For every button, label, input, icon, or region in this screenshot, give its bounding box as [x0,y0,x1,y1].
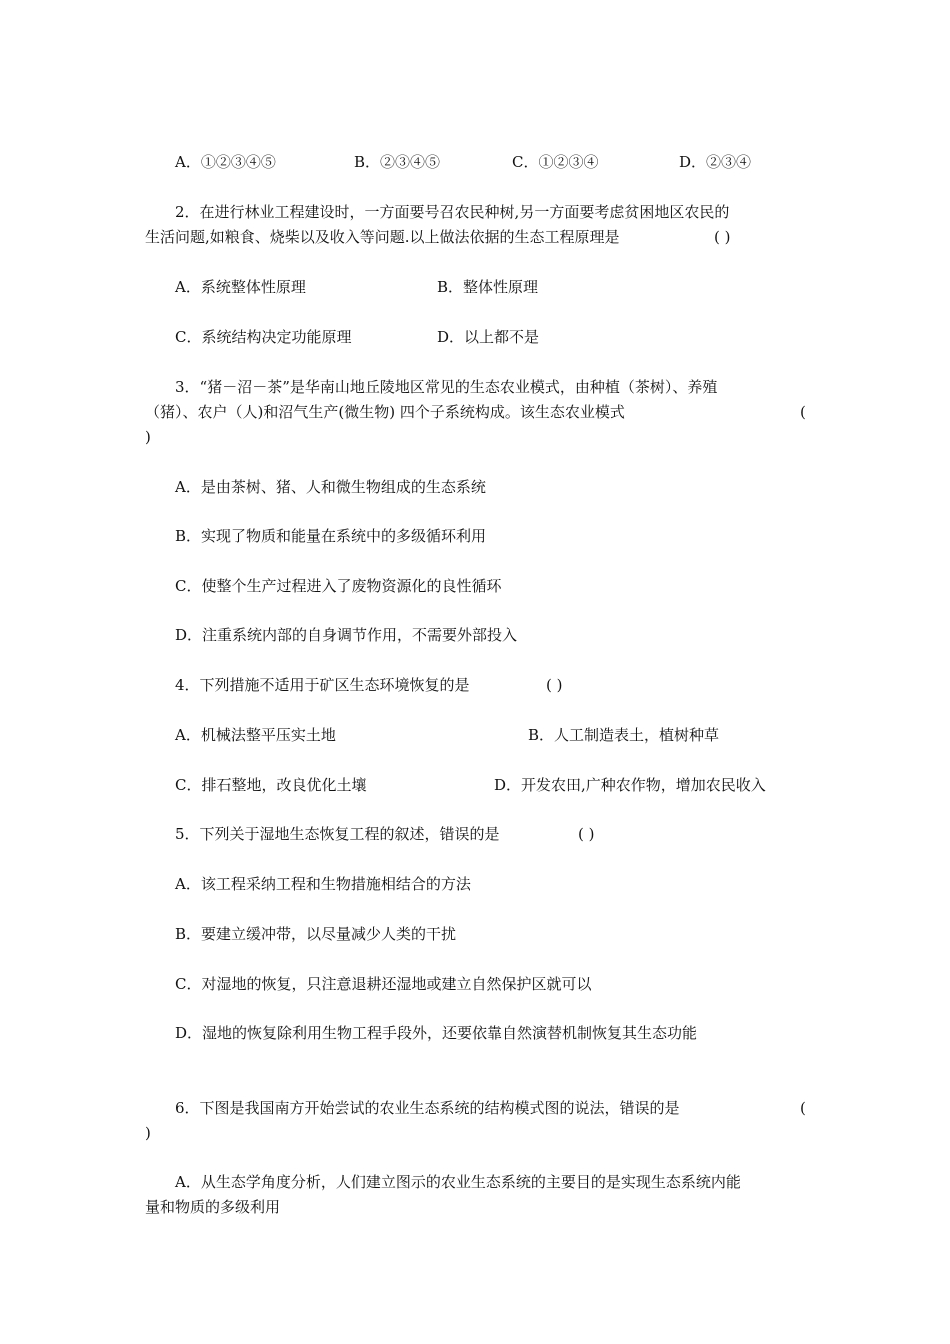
q6-answer-paren-open: ( [800,1099,806,1117]
q3-stem-line1: 3．“猪－沼－茶”是华南山地丘陵地区常见的生态农业模式，由种植（茶树）、养殖 [175,378,718,396]
q4-option-b: B．人工制造表土，植树种草 [528,726,720,744]
q5-option-b: B．要建立缓冲带，以尽量减少人类的干扰 [175,925,457,943]
q2-option-a: A．系统整体性原理 [175,278,306,296]
q1-option-d: D．②③④ [679,153,752,171]
q1-option-a: A．①②③④⑤ [175,153,276,171]
q2-option-d: D．以上都不是 [437,328,540,346]
q3-answer-paren-close: ) [145,428,151,446]
q3-stem-line2: （猪）、农户（人)和沼气生产(微生物) 四个子系统构成。该生态农业模式 [145,403,625,421]
q5-option-c: C．对湿地的恢复，只注意退耕还湿地或建立自然保护区就可以 [175,975,592,993]
q6-option-a-line1: A．从生态学角度分析，人们建立图示的农业生态系统的主要目的是实现生态系统内能 [175,1173,741,1191]
q2-option-b: B．整体性原理 [437,278,539,296]
q5-stem: 5．下列关于湿地生态恢复工程的叙述，错误的是 [175,825,500,843]
q4-stem: 4．下列措施不适用于矿区生态环境恢复的是 [175,676,470,694]
q5-option-a: A．该工程采纳工程和生物措施相结合的方法 [175,875,471,893]
q3-option-c: C．使整个生产过程进入了废物资源化的良性循环 [175,577,502,595]
q4-option-c: C．排石整地，改良优化土壤 [175,776,367,794]
q4-answer-paren: ( ) [546,676,563,694]
q4-option-a: A．机械法整平压实土地 [175,726,336,744]
q6-stem: 6．下图是我国南方开始尝试的农业生态系统的结构模式图的说法，错误的是 [175,1099,680,1117]
q1-option-c: C．①②③④ [512,153,599,171]
q5-option-d: D．湿地的恢复除利用生物工程手段外，还要依靠自然演替机制恢复其生态功能 [175,1024,698,1042]
q3-option-b: B．实现了物质和能量在系统中的多级循环利用 [175,527,487,545]
q5-answer-paren: ( ) [578,825,595,843]
q1-option-b: B．②③④⑤ [354,153,441,171]
q6-answer-paren-close: ) [145,1124,151,1142]
q4-option-d: D．开发农田,广种农作物，增加农民收入 [494,776,766,794]
q2-option-c: C．系统结构决定功能原理 [175,328,352,346]
q2-answer-paren: ( ) [714,228,731,246]
q6-option-a-line2: 量和物质的多级利用 [145,1198,281,1216]
q2-stem-line2: 生活问题,如粮食、烧柴以及收入等问题.以上做法依据的生态工程原理是 [145,228,620,246]
q2-stem-line1: 2．在进行林业工程建设时，一方面要号召农民种树,另一方面要考虑贫困地区农民的 [175,203,730,221]
q3-answer-paren-open: ( [800,403,806,421]
q3-option-d: D．注重系统内部的自身调节作用，不需要外部投入 [175,626,518,644]
q3-option-a: A．是由茶树、猪、人和微生物组成的生态系统 [175,478,486,496]
